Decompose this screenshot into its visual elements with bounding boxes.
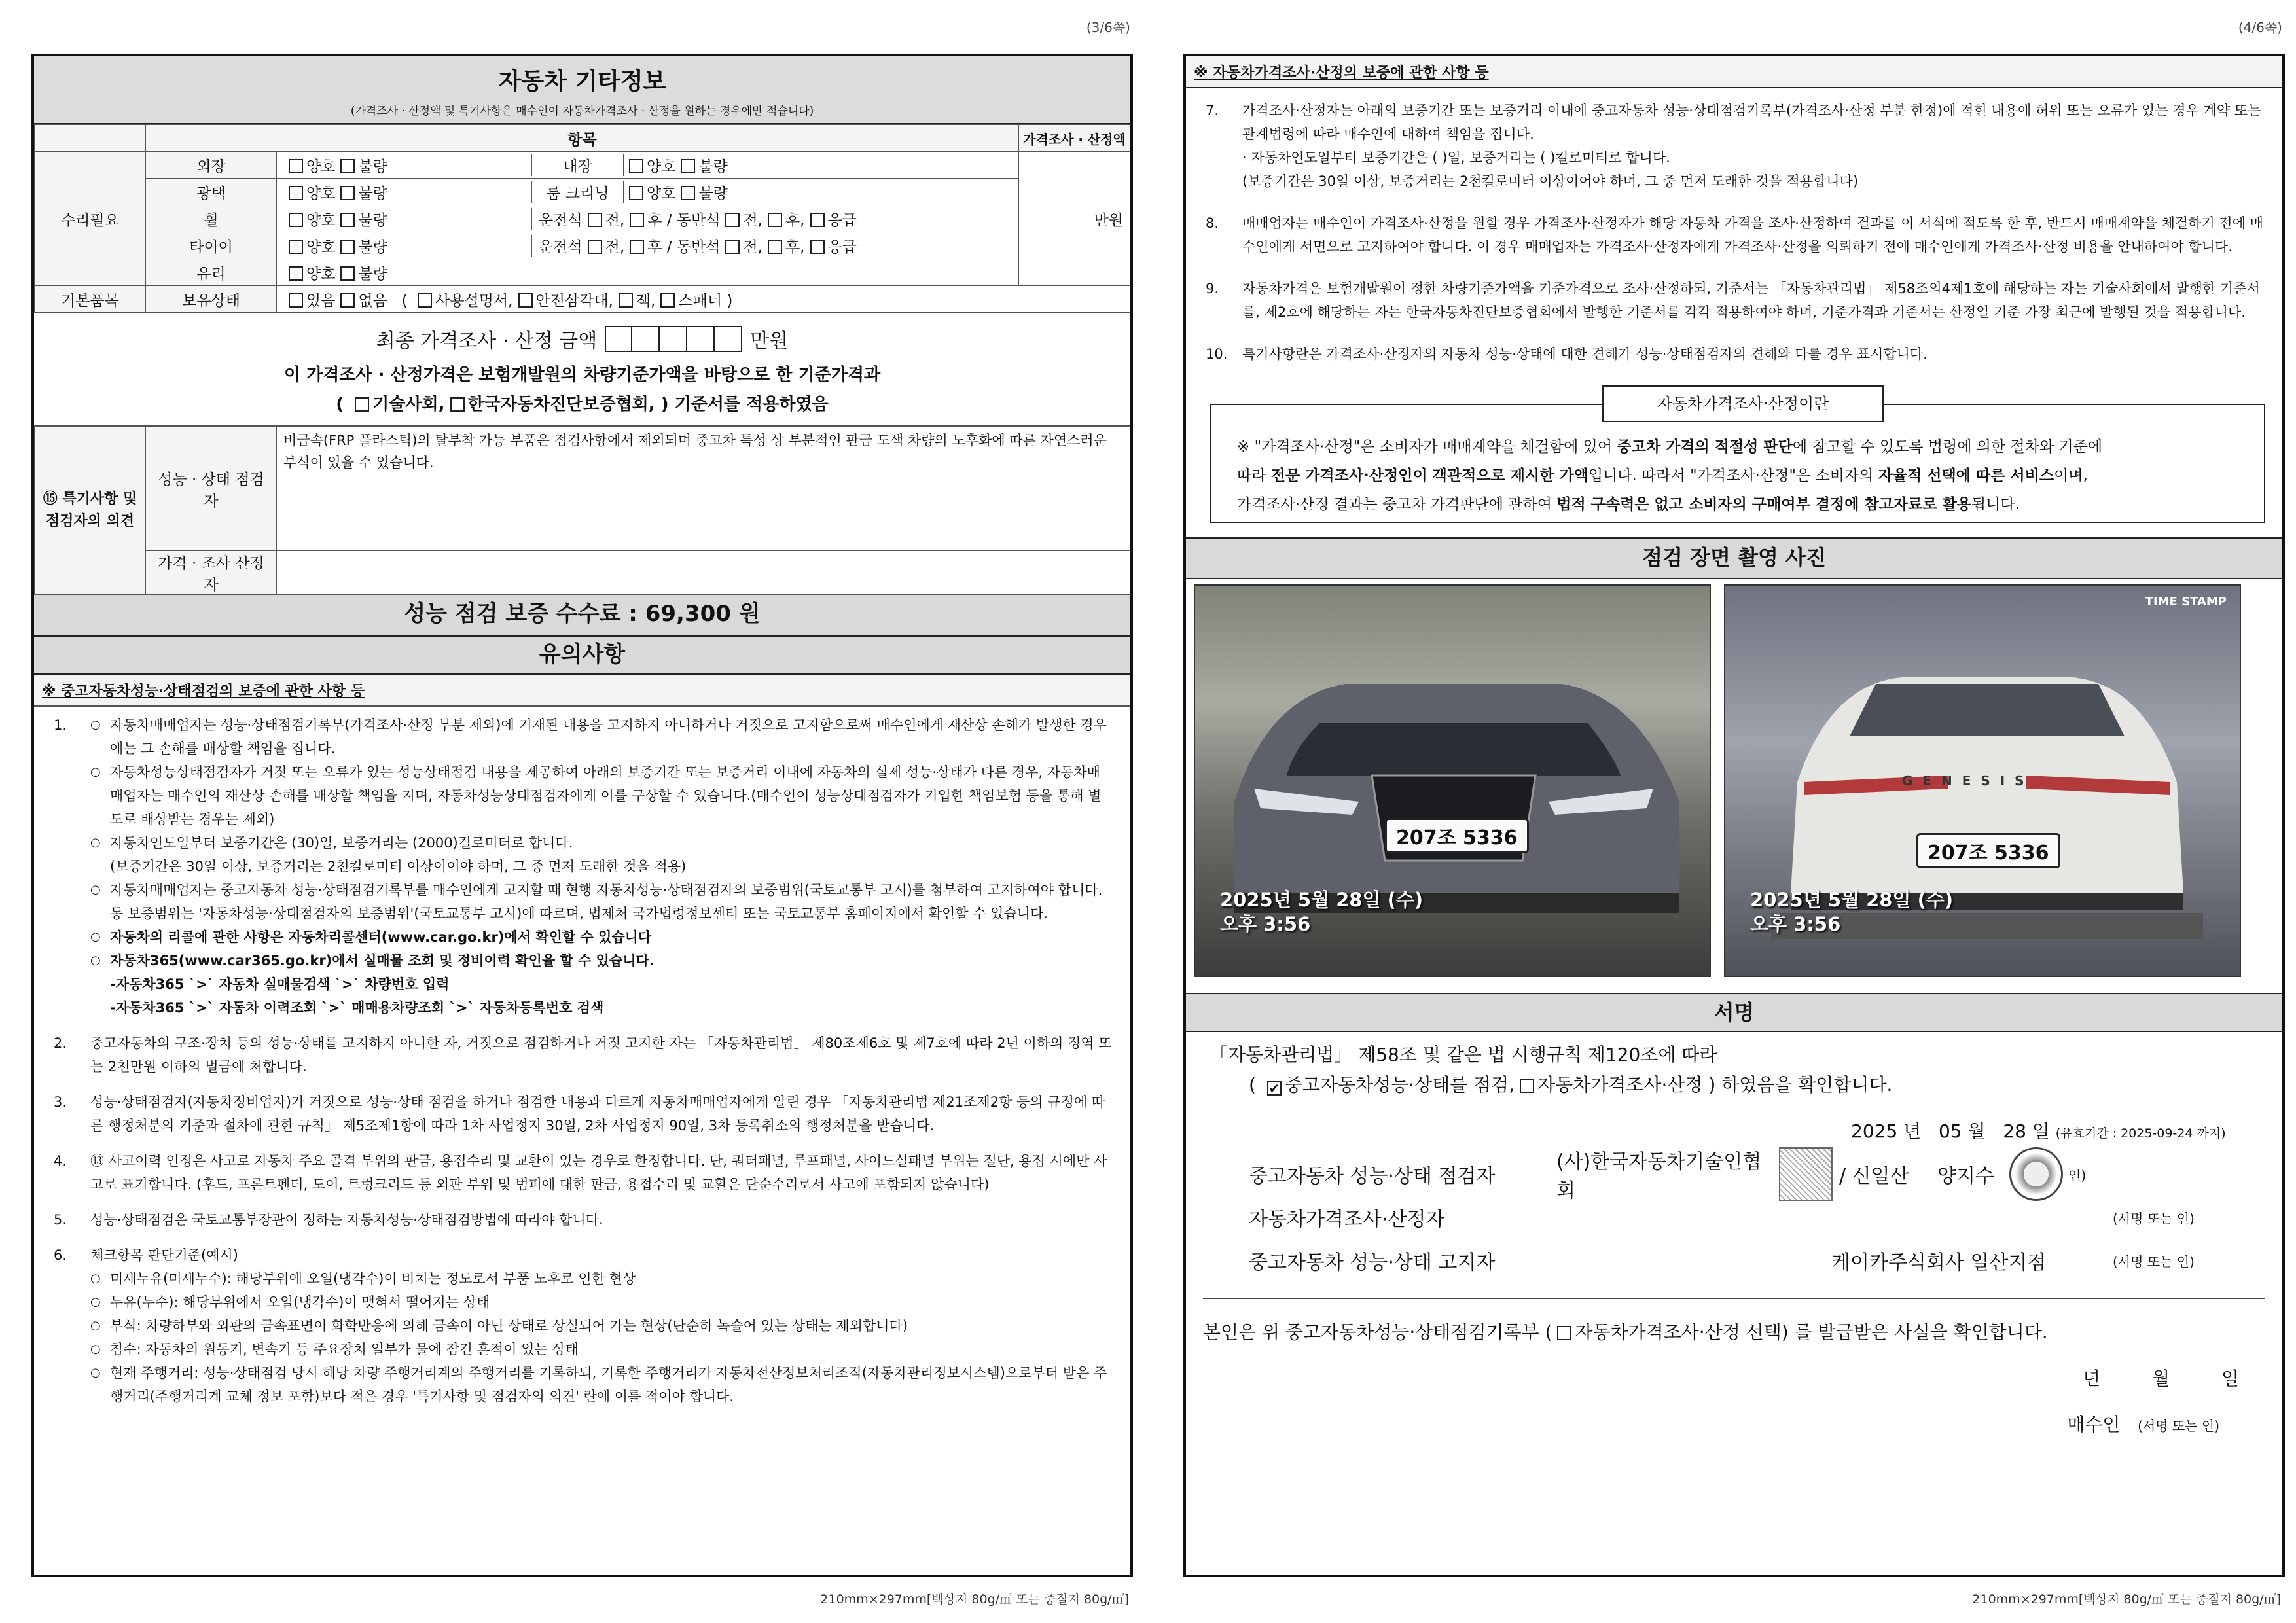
checkbox[interactable] (340, 159, 355, 173)
notice-item (1206, 277, 2265, 324)
receipt-text: 본인은 위 중고자동차성능·상태점검기록부 ( (1203, 1321, 1552, 1343)
notice-num: 4. (54, 1153, 67, 1169)
section-subtitle: (가격조사 · 산정액 및 특기사항은 매수인이 자동차가격조사 · 산정을 원하는 경우에만 적습니다) (350, 105, 814, 118)
checkbox[interactable] (289, 240, 303, 254)
section-title: 자동차 기타정보 (498, 68, 666, 95)
notice-title: 유의사항 (34, 637, 1130, 675)
photo-time: 오후 3:56 (1750, 913, 1841, 935)
notice-text: 특기사항란은 가격조사·산정자의 자동차 성능·상태에 대한 견해가 성능·상태점검자의 견해와 다를 경우 표시합니다. (1242, 346, 1928, 362)
seal-suffix: 인) (2068, 1167, 2087, 1183)
notice-list (34, 707, 1130, 1408)
checkbox[interactable] (289, 213, 303, 227)
rear-label: 후 (647, 238, 662, 256)
checkbox-price[interactable] (1520, 1079, 1534, 1093)
notice-num: 5. (54, 1212, 67, 1228)
page-3 (31, 17, 1133, 1607)
driver-seat-label: 운전석 (539, 211, 583, 229)
final-price-boxes[interactable] (605, 326, 742, 352)
slash: / (666, 211, 672, 229)
date-unit: 월 (2151, 1368, 2170, 1389)
paper-spec: 210mm×297mm[백상지 80g/㎡ 또는 중질지 80g/㎡] (1972, 1592, 2281, 1607)
row-label-cleaning: 룸 크리닝 (532, 181, 624, 203)
row-exterior (277, 152, 1019, 179)
sign-or-seal: (서명 또는 인) (2138, 1418, 2219, 1434)
row-label-exterior: 외장 (146, 152, 277, 179)
price-notice-list (1186, 88, 2282, 366)
row-wheel (277, 205, 1019, 232)
basic-item: 잭, (636, 292, 656, 310)
notice-item (54, 1208, 1113, 1232)
subtitle-text: ※ 자동차가격조사·산정의 보증에 관한 사항 등 (1194, 65, 1489, 81)
notice-item: 6. 체크항목 판단기준(예시) ○ 미세누유(미세누수): 해당부위에 오일(냉각수)이 비치는 정도로서 부품 노후로 인한 현상 ○ 누유(누수): 해당부위에서 오일(냉각수)이 맺혀서 떨어지는 상태 ○ 부식: 차량하부와 외판의 금속표면이 화학반응에 의해 금속이 아닌 상태로 상실되어 가는 현상(단순히 녹슬어 있는 상태는 제외합니다) ○ 침수: 자동차의 원동기, 변속기 등 주요장치 일부가 물에 잠긴 흔적이 있는 상태 ○ 현재 주행거리: 성능·상태점검 당시 해당 차량 주행거리계의 주행거리를 기록하되, 기록한 주행거리가 자동차전산정보처리조직(자동차관리정보시스템)으로부터 받은 주행거리(주행거리계 교체 정보 포함)보다 적은 경우 '특기사항 및 점검자의 의견' 란에 이를 적어야 합니다. (54, 1243, 1113, 1408)
basis-org1: 기술사회, (372, 395, 445, 414)
opt-label: 없음 (358, 292, 387, 310)
opt-label: 양호 (306, 158, 336, 175)
notice-num: 8. (1206, 215, 1219, 231)
front-label: 전, (605, 211, 625, 229)
checkbox[interactable] (340, 213, 355, 227)
opt-label: 불량 (358, 265, 387, 283)
org-seal-icon (1779, 1147, 1833, 1201)
notice-bullet: 자동차365(www.car365.go.kr)에서 실매물 조회 및 정비이력 확인을 할 수 있습니다. (110, 953, 655, 969)
notice-note: -자동차365 `>` 자동차 실매물검색 `>` 차량번호 입력 (110, 976, 450, 992)
time-stamp-badge: TIME STAMP (2145, 595, 2227, 609)
notice-subtitle-text: ※ 중고자동차성능·상태점검의 보증에 관한 사항 등 (42, 683, 365, 700)
checkbox[interactable] (725, 213, 740, 227)
page-number: (3/6쪽) (1086, 20, 1130, 35)
rear-label: 후, (785, 238, 805, 256)
notice-item (54, 1149, 1113, 1196)
emergency-label: 응급 (827, 211, 857, 229)
checkbox[interactable] (588, 213, 602, 227)
opt-label: 불량 (358, 238, 387, 256)
price-header: 가격조사 · 산정액 (1019, 125, 1130, 152)
checkbox[interactable] (289, 159, 303, 173)
paper-spec: 210mm×297mm[백상지 80g/㎡ 또는 중질지 80g/㎡] (820, 1592, 1129, 1607)
price-guarantee-subtitle (1186, 56, 2282, 88)
checkbox[interactable] (340, 240, 355, 254)
def-bold: 자율적 선택에 따른 서비스 (1878, 467, 2054, 484)
date-unit: 년 (2083, 1368, 2101, 1389)
def-text: 됩니다. (1971, 496, 2020, 513)
notice-text: 자동차가격은 보험개발원이 정한 차량기준가액을 기준가격으로 조사·산정하되, 기준서는 「자동차관리법」 제58조의4제1호에 해당하는 자는 기술사회에서 발행한 기준서를, 제2호에 해당하는 자는 한국자동차진단보증협회에서 발행한 기준서를 각각 적용하여야 하며, 기준가격과 기준서는 산정일 기준 가장 최근에 발행된 것을 적용합니다. (1242, 281, 2260, 320)
price-definition-box (1210, 385, 2265, 523)
checkbox[interactable] (418, 293, 432, 308)
criteria-item: 미세누유(미세누수): 해당부위에 오일(냉각수)이 비치는 정도로서 부품 노후로 인한 현상 (110, 1271, 636, 1287)
car-emblem: G E N E S I S (1902, 773, 2027, 789)
row-label-tire: 타이어 (146, 232, 277, 259)
checkbox[interactable] (725, 240, 740, 254)
criteria-item: 현재 주행거리: 성능·상태점검 당시 해당 차량 주행거리계의 주행거리를 기록하되, 기록한 주행거리가 자동차전산정보처리조직(자동차관리정보시스템)으로부터 받은 주행거리(주행거리계 교체 정보 포함)보다 적은 경우 '특기사항 및 점검자의 의견' 란에 이를 적어야 합니다. (110, 1365, 1107, 1404)
notice-bullet: 자동차의 리콜에 관한 사항은 자동차리콜센터(www.car.go.kr)에서 확인할 수 있습니다 (110, 929, 652, 945)
form-frame (31, 54, 1133, 1577)
row-label-wheel: 휠 (146, 205, 277, 232)
def-text: 따라 (1237, 467, 1271, 484)
inspector-branch: / 신일산 (1839, 1165, 1909, 1188)
inspection-photo-front (1194, 584, 1711, 977)
def-bold: 전문 가격조사·산정인이 객관적으로 제시한 가액 (1270, 467, 1588, 484)
checkbox[interactable] (355, 397, 369, 412)
notice-bullet: 자동차인도일부터 보증기간은 (30)일, 보증거리는 (2000)킬로미터로 합니다. (110, 835, 573, 851)
opt-label: 불량 (358, 158, 387, 175)
receipt-line (1203, 1317, 2265, 1347)
item-header: 항목 (146, 125, 1019, 152)
notice-item (1206, 99, 2265, 193)
opt-label: 불량 (358, 211, 387, 229)
row-glass (277, 259, 1019, 286)
checkbox[interactable] (340, 186, 355, 200)
sign-confirm-line (1210, 1070, 2263, 1100)
notice-text: 매매업자는 매수인이 가격조사·산정을 원할 경우 가격조사·산정자가 해당 자동차 가격을 조사·산정하여 결과를 이 서식에 적도록 한 후, 반드시 매매계약을 체결하기 전에 매수인에게 서면으로 고지하여야 합니다. 이 경우 매매업자는 가격조사·산정자에게 가격조사·산정을 의뢰하기 전에 매수인에게 가격조사·산정 비용을 안내하여야 합니다. (1242, 215, 2263, 255)
opt-label: 양호 (647, 185, 676, 202)
final-price-unit: 만원 (750, 330, 789, 353)
row-gloss (277, 179, 1019, 205)
opt-label: 있음 (306, 292, 336, 310)
opt-label: 양호 (647, 158, 676, 175)
checkbox[interactable] (289, 266, 303, 281)
option-price: 자동차가격조사·산정 ) 하였음을 확인합니다. (1537, 1074, 1893, 1096)
price-inspector-opinion (277, 551, 1130, 595)
inspection-photo-rear (1724, 584, 2241, 977)
fee-bar: 성능 점검 보증 수수료 : 69,300 원 (34, 595, 1130, 637)
repair-table (34, 124, 1130, 313)
checkbox[interactable] (660, 293, 675, 308)
sign-law-line: 「자동차관리법」 제58조 및 같은 법 시행규칙 제120조에 따라 (1210, 1044, 1717, 1065)
checkbox[interactable] (588, 240, 602, 254)
notice-num: 6. (54, 1247, 67, 1263)
date-unit: 일 (2221, 1368, 2239, 1389)
final-price-block (34, 313, 1130, 426)
checkbox[interactable] (340, 266, 355, 281)
def-bold: 중고차 가격의 적절성 판단 (1617, 438, 1793, 455)
notice-bullet: 자동차매매업자는 중고자동차 성능·상태점검기록부를 매수인에게 고지할 때 현행 자동차성능·상태점검자의 보증범위(국토교통부 고시)를 첨부하여 고지하여야 합니다. 동 보증범위는 '자동차성능·상태점검자의 보증범위'(국토교통부 고시)에 따르며, 법제처 국가법령정보센터 또는 국토교통부 홈페이지에서 확인할 수 있습니다. (110, 882, 1103, 921)
rear-label: 후, (785, 211, 805, 229)
paren: ( (1249, 1074, 1262, 1096)
notice-item (54, 1090, 1113, 1137)
checkbox[interactable] (450, 397, 465, 412)
final-price-label: 최종 가격조사 · 산정 금액 (376, 330, 598, 353)
photo-date: 2025년 5월 28일 (수) (1750, 889, 1954, 911)
notice-num: 1. (54, 717, 67, 733)
notifier-label: 중고자동차 성능·상태 고지자 (1249, 1251, 1496, 1274)
page-4 (1183, 17, 2285, 1607)
notice-item: 1. ○ 자동차매매업자는 성능·상태점검기록부(가격조사·산정 부분 제외)에 기재된 내용을 고지하지 아니하거나 거짓으로 고지함으로써 매수인에게 재산상 손해가 발생한 경우에는 그 손해를 배상할 책임을 집니다. ○ 자동차성능상태점검자가 거짓 또는 오류가 있는 성능상태점검 내용을 제공하여 아래의 보증기간 또는 보증거리 이내에 자동차의 실제 성능·상태가 다른 경우, 자동차매매업자는 매수인의 재산상 손해를 배상할 책임을 지며, 자동차성능상태점검자에게 이를 구상할 수 있습니다.(매수인이 성능상태점검자가 기입한 책임보험 등을 통해 별도로 배상받는 경우는 제외) ○ 자동차인도일부터 보증기간은 (30)일, 보증거리는 (2000)킬로미터로 합니다. (보증기간은 30일 이상, 보증거리는 2천킬로미터 이상이어야 하며, 그 중 먼저 도래한 것을 적용) ○ 자동차매매업자는 중고자동차 성능·상태점검기록부를 매수인에게 고지할 때 현행 자동차성능·상태점검자의 보증범위(국토교통부 고시)를 첨부하여 고지하여야 합니다. 동 보증범위는 '자동차성능·상태점검자의 보증범위'(국토교통부 고시)에 따르며, 법제처 국가법령정보센터 또는 국토교통부 홈페이지에서 확인할 수 있습니다. ○ 자동차의 리콜에 관한 사항은 자동차리콜센터(www.car.go.kr)에서 확인할 수 있습니다 ○ 자동차365(www.car365.go.kr)에서 실매물 조회 및 정비이력 확인을 할 수 있습니다. -자동차365 `>` 자동차 실매물검색 `>` 차량번호 입력 -자동차365 `>` 자동차 이력조회 `>` 매매용차량조회 `>` 자동차등록번호 검색 (54, 713, 1113, 1020)
basic-possess-label: 보유상태 (146, 286, 277, 313)
notice-note: (보증기간은 30일 이상, 보증거리는 2천킬로미터 이상이어야 하며, 그 중 먼저 도래한 것을 적용) (110, 859, 687, 874)
form-frame (1183, 54, 2285, 1577)
checkbox[interactable] (768, 213, 782, 227)
personal-seal-icon (2009, 1147, 2063, 1201)
row-tire (277, 232, 1019, 259)
checkbox[interactable] (289, 186, 303, 200)
def-bold: 법적 구속력은 없고 소비자의 구매여부 결정에 참고자료로 활용 (1556, 496, 1971, 513)
notice-text: 성능·상태점검자(자동차정비업자)가 거짓으로 성능·상태 점검을 하거나 점검한 내용과 다르게 자동차매매업자에게 알린 경우 「자동차관리법 제21조제2항 등의 규정에 따른 행정처분의 기준과 절차에 관한 규칙」 제5조제1항에 따라 1차 사업정지 30일, 2차 사업정지 90일, 3차 등록취소의 행정처분을 받습니다. (90, 1094, 1105, 1133)
buyer-row (1203, 1410, 2265, 1436)
basic-item: 안전삼각대, (535, 292, 613, 310)
passenger-seat-label: 동반석 (676, 238, 721, 256)
basic-item: 사용설명서, (435, 292, 513, 310)
buyer-label: 매수인 (2067, 1414, 2121, 1435)
def-text: 가격조사·산정 결과는 중고차 가격판단에 관하여 (1237, 496, 1557, 513)
option-performance: 중고자동차성능·상태를 점검, (1284, 1074, 1515, 1096)
checkbox[interactable] (518, 293, 533, 308)
checkbox[interactable] (681, 159, 695, 173)
opt-label: 불량 (698, 185, 728, 202)
photo-time: 오후 3:56 (1220, 913, 1311, 935)
notice-item (1206, 211, 2265, 259)
criteria-heading: 체크항목 판단기준(예시) (90, 1247, 238, 1263)
notice-text: · 자동차인도일부터 보증기간은 ( )일, 보증거리는 ( )킬로미터로 합니다. (1242, 150, 1670, 166)
basic-item: 스패너 ) (678, 292, 733, 310)
notice-num: 3. (54, 1094, 67, 1110)
notice-subtitle (34, 675, 1130, 707)
basis-line2: ( 기술사회, 한국자동차진단보증협회, ) 기준서를 적용하였음 (336, 395, 829, 414)
date-year: 2025 (1851, 1120, 1898, 1142)
validity-period: (유효기간 : 2025-09-24 까지) (2055, 1126, 2226, 1141)
perf-inspector-opinion: 비금속(FRP 플라스틱)의 탈부착 가능 부품은 점검사항에서 제외되며 중고차 특성 상 부분적인 판금 도색 차량의 노후화에 따른 자연스러운 부식이 있을 수 있습니다. (277, 427, 1130, 551)
notice-num: 9. (1206, 281, 1219, 296)
date-unit: 월 (1967, 1120, 1986, 1142)
receipt-section (1203, 1298, 2265, 1436)
repair-label: 수리필요 (35, 152, 146, 286)
inspector-name: 양지수 (1937, 1165, 1994, 1188)
notice-bullet: 자동차매매업자는 성능·상태점검기록부(가격조사·산정 부분 제외)에 기재된 내용을 고지하지 아니하거나 거짓으로 고지함으로써 매수인에게 재산상 손해가 발생한 경우에는 그 손해를 배상할 책임을 집니다. (110, 717, 1107, 757)
checkbox[interactable] (810, 240, 825, 254)
definition-title: 자동차가격조사·산정이란 (1602, 385, 1884, 422)
def-text: 이며, (2054, 467, 2088, 484)
opt-label: 불량 (358, 185, 387, 202)
special-table (34, 426, 1130, 595)
notice-item (1206, 342, 2265, 366)
def-text: 입니다. 따라서 "가격조사·산정"은 소비자의 (1588, 467, 1878, 484)
perf-inspector-label: 성능 · 상태 점검자 (146, 427, 277, 551)
front-label: 전, (743, 238, 762, 256)
basic-label: 기본품목 (35, 286, 146, 313)
notice-text: 성능·상태점검은 국토교통부장관이 정하는 자동차성능·상태점검방법에 따라야 합니다. (90, 1212, 603, 1228)
notice-bullet: 자동차성능상태점검자가 거짓 또는 오류가 있는 성능상태점검 내용을 제공하여 아래의 보증기간 또는 보증거리 이내에 자동차의 실제 성능·상태가 다른 경우, 자동차매매업자는 매수인의 재산상 손해를 배상할 책임을 지며, 자동차성능상태점검자에게 이를 구상할 수 있습니다.(매수인이 성능상태점검자가 기입한 책임보험 등을 통해 별도로 배상받는 경우는 제외) (110, 764, 1102, 827)
page-number: (4/6쪽) (2238, 20, 2282, 35)
opt-label: 양호 (306, 211, 336, 229)
row-label-interior: 내장 (532, 154, 624, 176)
signature-section (1186, 1032, 2282, 1282)
price-assessor-label: 자동차가격조사·산정자 (1249, 1208, 1445, 1231)
criteria-item: 누유(누수): 해당부위에서 오일(냉각수)이 맺혀서 떨어지는 상태 (110, 1294, 490, 1310)
receipt-text: 자동차가격조사·산정 선택) 를 발급받은 사실을 확인합니다. (1575, 1321, 2048, 1343)
checkbox[interactable] (629, 186, 643, 200)
opt-label: 불량 (698, 158, 728, 175)
inspector-label: 중고자동차 성능·상태 점검자 (1249, 1165, 1496, 1188)
photo-title: 점검 장면 촬영 사진 (1186, 539, 2282, 579)
section-header (34, 56, 1130, 124)
criteria-item: 침수: 자동차의 원동기, 변속기 등 주요장치 일부가 물에 잠긴 흔적이 있는 상태 (110, 1342, 579, 1357)
opt-label: 양호 (306, 265, 336, 283)
license-plate: 207조 5336 (1385, 818, 1529, 853)
repair-price-unit: 만원 (1019, 152, 1130, 286)
basis-line1: 이 가격조사 · 산정가격은 보험개발원의 차량기준가액을 바탕으로 한 기준가격과 (283, 365, 881, 385)
signature-title: 서명 (1186, 993, 2282, 1032)
row-label-glass: 유리 (146, 259, 277, 286)
receipt-date (1203, 1364, 2265, 1391)
checkbox[interactable] (630, 240, 644, 254)
photo-date: 2025년 5월 28일 (수) (1220, 889, 1424, 911)
checkbox[interactable] (681, 186, 695, 200)
checkbox[interactable] (629, 159, 643, 173)
photo-timestamp (1220, 888, 1423, 936)
photo-timestamp (1750, 888, 1953, 936)
photo-section (1186, 537, 2282, 993)
notice-num: 7. (1206, 103, 1219, 118)
slash: / (666, 238, 672, 256)
notice-text: 가격조사·산정자는 아래의 보증기간 또는 보증거리 이내에 중고자동차 성능·상태점검기록부(가격조사·산정 부분 한정)에 적힌 내용에 허위 또는 오류가 있는 경우 계약 또는 관계법령에 따라 매수인에 대하여 책임을 집니다. (1242, 103, 2261, 142)
def-text: ※ "가격조사·산정"은 소비자가 매매계약을 체결함에 있어 (1237, 438, 1617, 455)
rear-label: 후 (647, 211, 662, 229)
sign-date (1210, 1117, 2263, 1143)
notice-text: ⑬ 사고이력 인정은 사고로 자동차 주요 골격 부위의 판금, 용접수리 및 교환이 있는 경우로 한정합니다. 단, 쿼터패널, 루프패널, 사이드실패널 부위는 절단, 용접 시에만 사고로 표기합니다. (후드, 프론트펜더, 도어, 트렁크리드 등 외판 부위 및 범퍼에 대한 판금, 용접수리 및 교환은 단순수리로서 사고에 포함되지 않습니다) (90, 1153, 1107, 1192)
row-label-gloss: 광택 (146, 179, 277, 205)
checkbox-performance[interactable] (1267, 1081, 1282, 1096)
notice-num: 2. (54, 1035, 67, 1051)
sign-or-seal: (서명 또는 인) (2113, 1253, 2195, 1270)
def-text: 에 참고할 수 있도록 법령에 의한 절차와 기준에 (1792, 438, 2103, 455)
checkbox[interactable] (340, 293, 355, 308)
opt-label: 양호 (306, 185, 336, 202)
notice-note: -자동차365 `>` 자동차 이력조회 `>` 매매용차량조회 `>` 자동차등록번호 검색 (110, 1000, 604, 1016)
driver-seat-label: 운전석 (539, 238, 583, 256)
front-label: 전, (743, 211, 762, 229)
notice-text: 중고자동차의 구조·장치 등의 성능·상태를 고지하지 아니한 자, 거짓으로 점검하거나 거짓 고지한 자는 「자동차관리법」 제80조제6호 및 제7호에 따라 2년 이하의 징역 또는 2천만원 이하의 벌금에 처합니다. (90, 1035, 1112, 1075)
notifier-row (1210, 1239, 2263, 1282)
checkbox-price-selection[interactable] (1557, 1326, 1571, 1340)
basic-items-row: 있음 없음 ( 사용설명서, 안전삼각대, 잭, 스패너 ) (277, 286, 1130, 313)
checkbox[interactable] (619, 293, 633, 308)
inspector-org: (사)한국자동차기술인협회 (1556, 1150, 1762, 1202)
passenger-seat-label: 동반석 (676, 211, 721, 229)
price-inspector-label: 가격 · 조사 산정자 (146, 551, 277, 595)
notice-item (54, 1031, 1113, 1079)
date-unit: 년 (1903, 1120, 1922, 1142)
sign-or-seal: (서명 또는 인) (2113, 1210, 2195, 1226)
special-label: ⑮ 특기사항 및 점검자의 의견 (35, 427, 146, 595)
date-day: 28 (2003, 1120, 2026, 1142)
checkbox[interactable] (768, 240, 782, 254)
license-plate: 207조 5336 (1916, 833, 2060, 868)
notice-text: (보증기간은 30일 이상, 보증거리는 2천킬로미터 이상이어야 하며, 그 중 먼저 도래한 것을 적용합니다) (1242, 173, 1859, 189)
checkbox[interactable] (289, 293, 303, 308)
date-unit: 일 (2032, 1120, 2050, 1142)
inspector-row (1210, 1150, 2263, 1202)
front-label: 전, (605, 238, 625, 256)
checkbox[interactable] (630, 213, 644, 227)
emergency-label: 응급 (827, 238, 857, 256)
opt-label: 양호 (306, 238, 336, 256)
checkbox[interactable] (810, 213, 825, 227)
criteria-item: 부식: 차량하부와 외판의 금속표면이 화학반응에 의해 금속이 아닌 상태로 상실되어 가는 현상(단순히 녹슬어 있는 상태는 제외합니다) (110, 1318, 908, 1334)
date-month: 05 (1938, 1120, 1962, 1142)
notice-num: 10. (1206, 346, 1228, 362)
basis-org2: 한국자동차진단보증협회, ) 기준서를 적용하였음 (467, 395, 829, 414)
notifier-org: 케이카주식회사 일산지점 (1831, 1251, 2047, 1274)
